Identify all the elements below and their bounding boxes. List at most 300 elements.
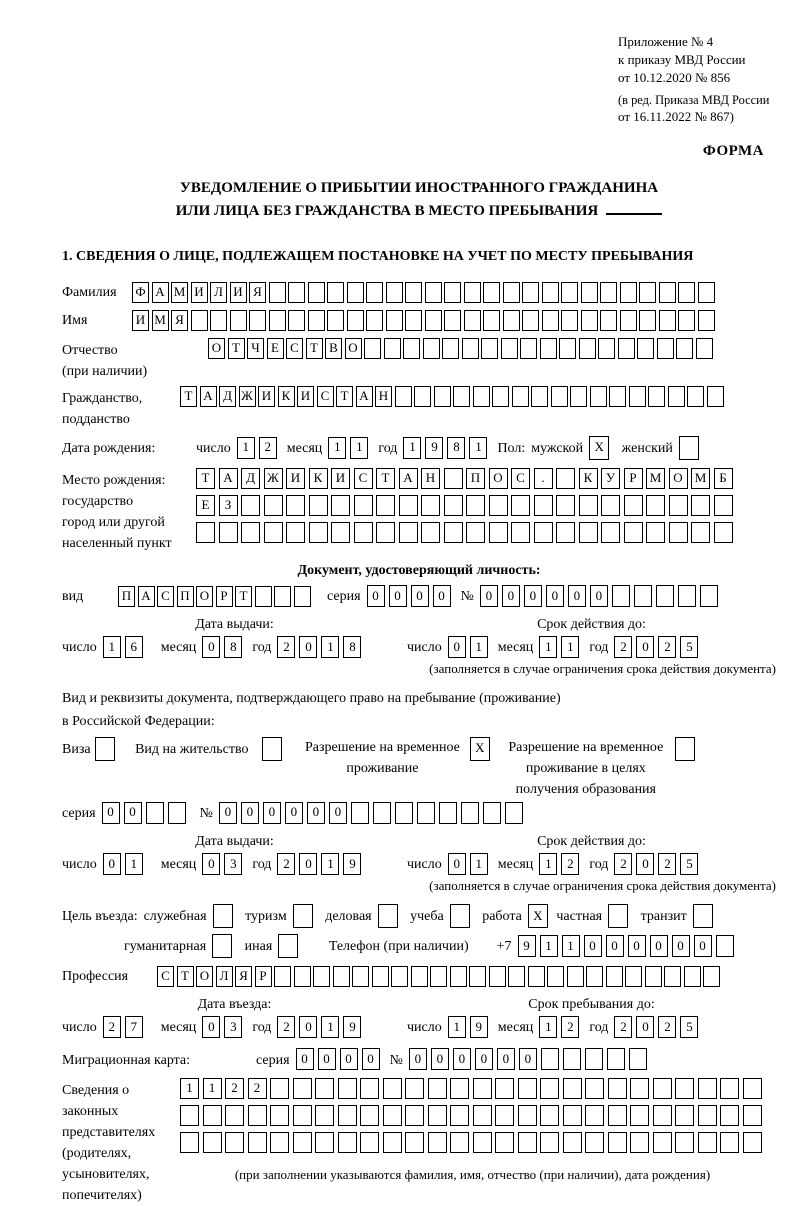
cell[interactable]: Т xyxy=(336,386,353,407)
cell[interactable]: 2 xyxy=(614,636,632,658)
cell[interactable] xyxy=(678,310,695,331)
cell[interactable] xyxy=(425,282,442,303)
cell[interactable] xyxy=(540,1078,559,1099)
valid-day-cells[interactable] xyxy=(448,636,492,658)
cell[interactable]: 0 xyxy=(480,585,498,607)
cell[interactable] xyxy=(581,310,598,331)
cell[interactable]: 0 xyxy=(219,802,237,824)
cell[interactable]: 0 xyxy=(409,1048,427,1070)
cell[interactable] xyxy=(354,522,373,543)
cell[interactable]: 0 xyxy=(340,1048,358,1070)
cell[interactable] xyxy=(383,1078,402,1099)
surname-cells[interactable] xyxy=(132,282,717,303)
cell[interactable]: 0 xyxy=(694,935,712,957)
cell[interactable] xyxy=(534,522,553,543)
cell[interactable]: 2 xyxy=(614,853,632,875)
cell[interactable] xyxy=(520,338,537,359)
cell[interactable] xyxy=(203,1105,222,1126)
cell[interactable] xyxy=(698,1078,717,1099)
cell[interactable] xyxy=(618,338,635,359)
cell[interactable] xyxy=(196,522,215,543)
cell[interactable] xyxy=(659,282,676,303)
cell[interactable] xyxy=(333,966,350,987)
cell[interactable]: И xyxy=(331,468,350,489)
cell[interactable]: X xyxy=(470,737,490,761)
cell[interactable] xyxy=(269,282,286,303)
cell[interactable] xyxy=(585,1078,604,1099)
cell[interactable] xyxy=(203,1132,222,1153)
cell[interactable]: 0 xyxy=(202,1016,220,1038)
cell[interactable] xyxy=(511,495,530,516)
cell[interactable] xyxy=(693,904,713,928)
cell[interactable]: 0 xyxy=(307,802,325,824)
cell[interactable] xyxy=(395,802,413,824)
cell[interactable] xyxy=(540,338,557,359)
cell[interactable] xyxy=(274,966,291,987)
cell[interactable] xyxy=(308,282,325,303)
birthplace-row2-cells[interactable] xyxy=(196,495,736,516)
cell[interactable]: 1 xyxy=(321,636,339,658)
cell[interactable] xyxy=(230,310,247,331)
cell[interactable] xyxy=(338,1105,357,1126)
cell[interactable]: 5 xyxy=(680,636,698,658)
cell[interactable] xyxy=(645,966,662,987)
cell[interactable]: И xyxy=(132,310,149,331)
cell[interactable]: 1 xyxy=(448,1016,466,1038)
cell[interactable] xyxy=(492,386,509,407)
cell[interactable]: 1 xyxy=(540,935,558,957)
cell[interactable] xyxy=(511,522,530,543)
cell[interactable] xyxy=(383,1105,402,1126)
cell[interactable]: 0 xyxy=(448,853,466,875)
cell[interactable]: X xyxy=(589,436,609,460)
cell[interactable] xyxy=(503,310,520,331)
cell[interactable] xyxy=(684,966,701,987)
cell[interactable] xyxy=(687,386,704,407)
cell[interactable]: З xyxy=(219,495,238,516)
cell[interactable] xyxy=(540,1105,559,1126)
cell[interactable]: Р xyxy=(216,586,233,607)
cell[interactable] xyxy=(698,1105,717,1126)
cell[interactable] xyxy=(386,310,403,331)
cell[interactable]: С xyxy=(354,468,373,489)
cell[interactable]: П xyxy=(466,468,485,489)
cell[interactable] xyxy=(255,586,272,607)
cell[interactable]: 1 xyxy=(125,853,143,875)
cell[interactable]: 1 xyxy=(469,437,487,459)
cell[interactable] xyxy=(428,1105,447,1126)
cell[interactable] xyxy=(495,1078,514,1099)
cell[interactable] xyxy=(278,934,298,958)
cell[interactable]: 1 xyxy=(328,437,346,459)
cell[interactable]: 2 xyxy=(103,1016,121,1038)
cell[interactable] xyxy=(383,1132,402,1153)
cell[interactable]: 0 xyxy=(431,1048,449,1070)
cell[interactable]: И xyxy=(230,282,247,303)
birth-day-cells[interactable] xyxy=(237,437,281,459)
cell[interactable] xyxy=(473,1132,492,1153)
cell[interactable] xyxy=(534,495,553,516)
cell[interactable]: 2 xyxy=(259,437,277,459)
checkbox-tourism[interactable] xyxy=(293,904,316,928)
cell[interactable] xyxy=(352,966,369,987)
cell[interactable] xyxy=(540,1132,559,1153)
cell[interactable] xyxy=(481,338,498,359)
cell[interactable] xyxy=(675,1105,694,1126)
stay-issue-month-cells[interactable] xyxy=(202,853,246,875)
checkbox-humanitarian[interactable] xyxy=(212,934,235,958)
cell[interactable] xyxy=(563,1078,582,1099)
cell[interactable]: 0 xyxy=(362,1048,380,1070)
cell[interactable] xyxy=(378,904,398,928)
cell[interactable] xyxy=(338,1132,357,1153)
cell[interactable] xyxy=(473,1078,492,1099)
cell[interactable]: Д xyxy=(241,468,260,489)
cell[interactable] xyxy=(213,904,233,928)
cell[interactable] xyxy=(425,310,442,331)
phone-cells[interactable] xyxy=(518,935,738,957)
cell[interactable] xyxy=(639,310,656,331)
cell[interactable] xyxy=(512,386,529,407)
cell[interactable] xyxy=(590,386,607,407)
cell[interactable]: Ч xyxy=(247,338,264,359)
cell[interactable] xyxy=(376,495,395,516)
cell[interactable] xyxy=(347,310,364,331)
cell[interactable]: И xyxy=(191,282,208,303)
cell[interactable] xyxy=(501,338,518,359)
cell[interactable] xyxy=(678,282,695,303)
cell[interactable] xyxy=(541,1048,559,1070)
representatives-row1-cells[interactable] xyxy=(180,1078,765,1099)
cell[interactable]: 0 xyxy=(636,636,654,658)
checkbox-official[interactable] xyxy=(213,904,236,928)
citizenship-cells[interactable] xyxy=(180,386,726,407)
cell[interactable] xyxy=(444,282,461,303)
cell[interactable] xyxy=(354,495,373,516)
cell[interactable] xyxy=(168,802,186,824)
birth-year-cells[interactable] xyxy=(403,437,491,459)
valid-year-cells[interactable] xyxy=(614,636,702,658)
cell[interactable]: 0 xyxy=(389,585,407,607)
cell[interactable] xyxy=(637,338,654,359)
cell[interactable] xyxy=(698,310,715,331)
cell[interactable] xyxy=(653,1078,672,1099)
cell[interactable]: 8 xyxy=(343,636,361,658)
cell[interactable] xyxy=(315,1078,334,1099)
cell[interactable] xyxy=(473,1105,492,1126)
cell[interactable] xyxy=(608,904,628,928)
cell[interactable]: 8 xyxy=(447,437,465,459)
cell[interactable] xyxy=(464,310,481,331)
cell[interactable] xyxy=(483,282,500,303)
cell[interactable] xyxy=(262,737,282,761)
cell[interactable] xyxy=(581,282,598,303)
cell[interactable] xyxy=(269,310,286,331)
cell[interactable] xyxy=(450,1132,469,1153)
cell[interactable] xyxy=(559,338,576,359)
cell[interactable]: И xyxy=(297,386,314,407)
cell[interactable] xyxy=(376,522,395,543)
cell[interactable]: Т xyxy=(180,386,197,407)
cell[interactable] xyxy=(625,966,642,987)
cell[interactable] xyxy=(609,386,626,407)
cell[interactable]: П xyxy=(177,586,194,607)
cell[interactable] xyxy=(405,310,422,331)
cell[interactable] xyxy=(606,966,623,987)
cell[interactable] xyxy=(286,522,305,543)
cell[interactable] xyxy=(466,495,485,516)
birth-month-cells[interactable] xyxy=(328,437,372,459)
cell[interactable] xyxy=(561,282,578,303)
cell[interactable] xyxy=(405,1078,424,1099)
cell[interactable]: 1 xyxy=(180,1078,199,1099)
cell[interactable]: 0 xyxy=(263,802,281,824)
cell[interactable]: 1 xyxy=(470,853,488,875)
cell[interactable]: В xyxy=(325,338,342,359)
cell[interactable]: А xyxy=(200,386,217,407)
cell[interactable] xyxy=(634,585,652,607)
stay-doc-seriya-cells[interactable] xyxy=(102,802,190,824)
cell[interactable]: 8 xyxy=(224,636,242,658)
cell[interactable] xyxy=(495,1132,514,1153)
cell[interactable] xyxy=(444,495,463,516)
cell[interactable] xyxy=(653,1105,672,1126)
cell[interactable] xyxy=(308,310,325,331)
cell[interactable]: 2 xyxy=(248,1078,267,1099)
cell[interactable]: 0 xyxy=(318,1048,336,1070)
cell[interactable]: Я xyxy=(171,310,188,331)
cell[interactable]: 1 xyxy=(403,437,421,459)
cell[interactable] xyxy=(556,522,575,543)
cell[interactable] xyxy=(450,904,470,928)
birthplace-row1-cells[interactable] xyxy=(196,468,736,489)
cell[interactable] xyxy=(522,310,539,331)
cell[interactable] xyxy=(620,310,637,331)
cell[interactable] xyxy=(241,495,260,516)
stay-until-month-cells[interactable] xyxy=(539,1016,583,1038)
cell[interactable]: 1 xyxy=(561,636,579,658)
stay-until-day-cells[interactable] xyxy=(448,1016,492,1038)
cell[interactable] xyxy=(347,282,364,303)
cell[interactable]: Ф xyxy=(132,282,149,303)
cell[interactable] xyxy=(489,966,506,987)
cell[interactable] xyxy=(405,282,422,303)
checkbox-other[interactable] xyxy=(278,934,301,958)
cell[interactable] xyxy=(462,338,479,359)
cell[interactable]: К xyxy=(278,386,295,407)
cell[interactable]: 0 xyxy=(329,802,347,824)
checkbox-temp-residence[interactable] xyxy=(470,737,493,761)
cell[interactable] xyxy=(608,1105,627,1126)
cell[interactable] xyxy=(600,310,617,331)
cell[interactable] xyxy=(659,310,676,331)
cell[interactable]: 9 xyxy=(470,1016,488,1038)
cell[interactable]: Н xyxy=(375,386,392,407)
cell[interactable] xyxy=(270,1105,289,1126)
cell[interactable] xyxy=(600,282,617,303)
cell[interactable] xyxy=(286,495,305,516)
cell[interactable] xyxy=(309,522,328,543)
cell[interactable]: 0 xyxy=(590,585,608,607)
cell[interactable] xyxy=(450,1078,469,1099)
cell[interactable] xyxy=(360,1105,379,1126)
cell[interactable] xyxy=(264,495,283,516)
cell[interactable]: О xyxy=(669,468,688,489)
cell[interactable]: Д xyxy=(219,386,236,407)
cell[interactable]: А xyxy=(152,282,169,303)
cell[interactable] xyxy=(620,282,637,303)
cell[interactable]: 2 xyxy=(277,853,295,875)
cell[interactable] xyxy=(691,495,710,516)
cell[interactable]: М xyxy=(152,310,169,331)
cell[interactable]: И xyxy=(258,386,275,407)
cell[interactable]: 7 xyxy=(125,1016,143,1038)
stay-valid-month-cells[interactable] xyxy=(539,853,583,875)
cell[interactable] xyxy=(210,310,227,331)
cell[interactable] xyxy=(450,1105,469,1126)
cell[interactable] xyxy=(669,495,688,516)
cell[interactable] xyxy=(444,468,463,489)
cell[interactable]: 0 xyxy=(411,585,429,607)
cell[interactable]: 2 xyxy=(225,1078,244,1099)
cell[interactable] xyxy=(399,522,418,543)
cell[interactable] xyxy=(338,1078,357,1099)
stay-until-year-cells[interactable] xyxy=(614,1016,702,1038)
cell[interactable] xyxy=(563,1048,581,1070)
cell[interactable] xyxy=(264,522,283,543)
cell[interactable] xyxy=(473,386,490,407)
cell[interactable] xyxy=(366,282,383,303)
migration-card-number-cells[interactable] xyxy=(409,1048,651,1070)
cell[interactable] xyxy=(293,1132,312,1153)
cell[interactable]: П xyxy=(118,586,135,607)
cell[interactable]: 0 xyxy=(636,853,654,875)
cell[interactable] xyxy=(399,495,418,516)
cell[interactable]: 0 xyxy=(546,585,564,607)
cell[interactable]: 0 xyxy=(475,1048,493,1070)
cell[interactable]: Е xyxy=(267,338,284,359)
cell[interactable] xyxy=(489,522,508,543)
firstname-cells[interactable] xyxy=(132,310,717,331)
cell[interactable] xyxy=(372,966,389,987)
cell[interactable]: С xyxy=(157,966,174,987)
cell[interactable] xyxy=(612,585,630,607)
stay-valid-year-cells[interactable] xyxy=(614,853,702,875)
cell[interactable] xyxy=(434,386,451,407)
cell[interactable]: 1 xyxy=(203,1078,222,1099)
cell[interactable]: А xyxy=(138,586,155,607)
cell[interactable]: 2 xyxy=(614,1016,632,1038)
cell[interactable] xyxy=(505,802,523,824)
cell[interactable]: Ж xyxy=(264,468,283,489)
cell[interactable] xyxy=(405,1132,424,1153)
cell[interactable] xyxy=(313,966,330,987)
cell[interactable] xyxy=(601,522,620,543)
cell[interactable] xyxy=(669,522,688,543)
cell[interactable] xyxy=(551,386,568,407)
cell[interactable]: 0 xyxy=(367,585,385,607)
cell[interactable]: 1 xyxy=(562,935,580,957)
cell[interactable] xyxy=(624,495,643,516)
cell[interactable] xyxy=(403,338,420,359)
cell[interactable] xyxy=(219,522,238,543)
cell[interactable]: 1 xyxy=(350,437,368,459)
cell[interactable] xyxy=(417,802,435,824)
cell[interactable]: 2 xyxy=(561,853,579,875)
cell[interactable] xyxy=(270,1132,289,1153)
cell[interactable]: 0 xyxy=(497,1048,515,1070)
cell[interactable] xyxy=(720,1105,739,1126)
cell[interactable]: 0 xyxy=(448,636,466,658)
cell[interactable] xyxy=(608,1078,627,1099)
patronymic-cells[interactable] xyxy=(208,338,715,359)
cell[interactable] xyxy=(423,338,440,359)
cell[interactable] xyxy=(607,1048,625,1070)
cell[interactable] xyxy=(503,282,520,303)
cell[interactable] xyxy=(360,1132,379,1153)
cell[interactable]: 1 xyxy=(539,636,557,658)
cell[interactable] xyxy=(743,1105,762,1126)
cell[interactable] xyxy=(315,1132,334,1153)
checkbox-temp-residence-education[interactable] xyxy=(675,737,698,761)
entry-month-cells[interactable] xyxy=(202,1016,246,1038)
doc-seriya-cells[interactable] xyxy=(367,585,455,607)
stay-issue-day-cells[interactable] xyxy=(103,853,147,875)
cell[interactable] xyxy=(518,1105,537,1126)
cell[interactable]: Л xyxy=(210,282,227,303)
cell[interactable]: А xyxy=(399,468,418,489)
cell[interactable] xyxy=(531,386,548,407)
cell[interactable]: К xyxy=(579,468,598,489)
cell[interactable] xyxy=(428,1078,447,1099)
cell[interactable] xyxy=(601,495,620,516)
cell[interactable] xyxy=(630,1078,649,1099)
cell[interactable]: 0 xyxy=(519,1048,537,1070)
cell[interactable]: 6 xyxy=(125,636,143,658)
valid-month-cells[interactable] xyxy=(539,636,583,658)
cell[interactable]: 2 xyxy=(658,1016,676,1038)
checkbox-transit[interactable] xyxy=(693,904,716,928)
cell[interactable] xyxy=(309,495,328,516)
cell[interactable] xyxy=(489,495,508,516)
checkbox-private[interactable] xyxy=(608,904,631,928)
cell[interactable] xyxy=(518,1078,537,1099)
cell[interactable] xyxy=(315,1105,334,1126)
cell[interactable] xyxy=(567,966,584,987)
cell[interactable]: Т xyxy=(228,338,245,359)
cell[interactable] xyxy=(629,1048,647,1070)
cell[interactable] xyxy=(714,522,733,543)
cell[interactable] xyxy=(421,522,440,543)
cell[interactable]: У xyxy=(601,468,620,489)
cell[interactable]: 1 xyxy=(539,853,557,875)
cell[interactable] xyxy=(720,1078,739,1099)
migration-card-seriya-cells[interactable] xyxy=(296,1048,384,1070)
cell[interactable]: С xyxy=(317,386,334,407)
cell[interactable]: 0 xyxy=(103,853,121,875)
cell[interactable] xyxy=(351,802,369,824)
cell[interactable] xyxy=(442,338,459,359)
cell[interactable] xyxy=(624,522,643,543)
cell[interactable]: 5 xyxy=(680,1016,698,1038)
cell[interactable] xyxy=(146,802,164,824)
cell[interactable] xyxy=(639,282,656,303)
cell[interactable]: 2 xyxy=(658,636,676,658)
cell[interactable]: 1 xyxy=(237,437,255,459)
cell[interactable] xyxy=(675,1132,694,1153)
cell[interactable]: 2 xyxy=(658,853,676,875)
checkbox-visa[interactable] xyxy=(95,737,118,761)
